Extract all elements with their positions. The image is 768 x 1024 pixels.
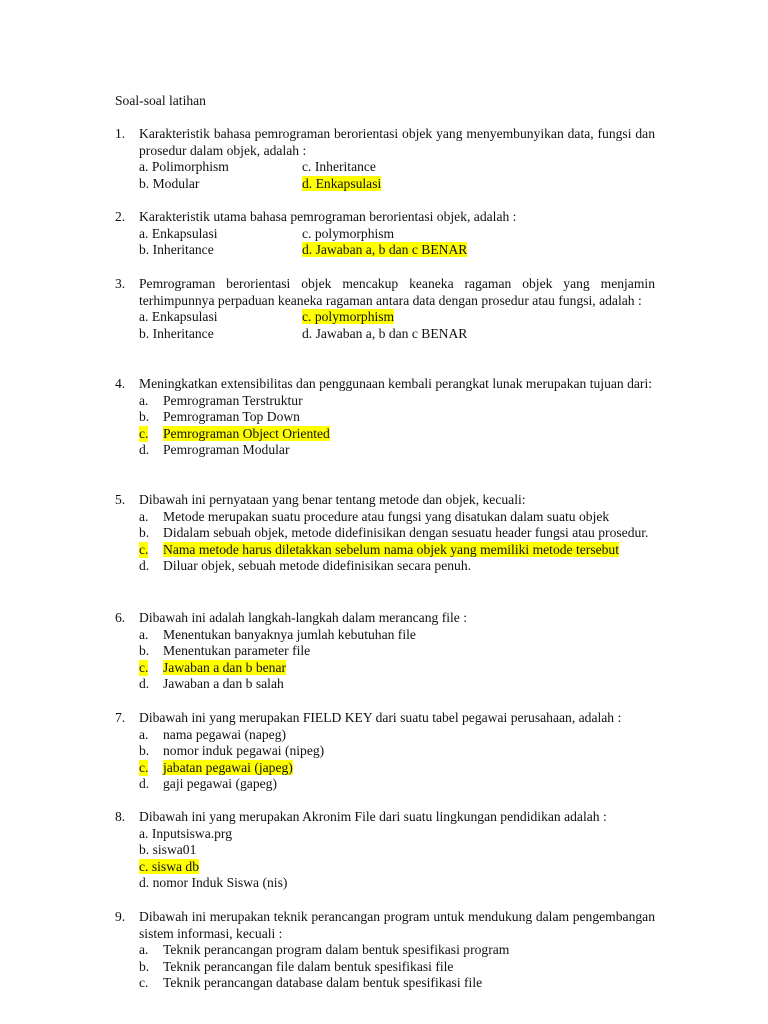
answer-option: Teknik perancangan file dalam bentuk spesifikasi file	[163, 958, 454, 974]
answer-option: b. Modular	[139, 175, 200, 191]
answer-option: Jawaban a dan b salah	[163, 676, 284, 692]
question-8	[115, 809, 655, 892]
answer-option-highlighted: Pemrograman Object Oriented	[163, 425, 330, 441]
question-6	[115, 610, 655, 693]
option-letter: d.	[139, 442, 150, 458]
question-number: 5.	[115, 492, 126, 507]
answer-option: Diluar objek, sebuah metode didefinisikan secara penuh.	[163, 558, 472, 574]
answer-option: c. polymorphism	[302, 225, 395, 241]
option-letter: b.	[139, 643, 150, 659]
answer-option-highlighted: Nama metode harus diletakkan sebelum nama objek yang memiliki metode tersebut	[163, 541, 620, 557]
answer-option: a. Inputsiswa.prg	[139, 825, 233, 841]
answer-options	[115, 393, 655, 459]
answer-option: a. Polimorphism	[139, 159, 229, 175]
answer-options	[115, 509, 655, 575]
answer-option-highlighted: d. Enkapsulasi	[302, 175, 382, 191]
option-letter: a.	[139, 726, 149, 742]
answer-options	[115, 627, 655, 693]
question-number: 9.	[115, 909, 126, 924]
question-number: 2.	[115, 209, 126, 224]
answer-options	[115, 826, 655, 892]
option-letter: a.	[139, 392, 149, 408]
answer-option: Menentukan banyaknya jumlah kebutuhan file	[163, 626, 416, 642]
option-letter: b.	[139, 958, 150, 974]
question-2	[115, 209, 655, 259]
question-number: 6.	[115, 610, 126, 625]
question-7	[115, 710, 655, 793]
option-letter: d.	[139, 776, 150, 792]
answer-option-highlighted: Jawaban a dan b benar	[163, 659, 287, 675]
question-text: Dibawah ini merupakan teknik perancangan program untuk mendukung dalam pengembangan sistem informasi, kecuali :	[139, 909, 655, 941]
answer-options	[115, 727, 655, 793]
answer-option: Menentukan parameter file	[163, 643, 311, 659]
question-number: 8.	[115, 809, 126, 824]
answer-option-highlighted: d. Jawaban a, b dan c BENAR	[302, 242, 468, 258]
option-letter: b.	[139, 743, 150, 759]
option-letter: c.	[139, 425, 149, 441]
answer-option: c. Inheritance	[302, 159, 376, 175]
answer-option: a. Enkapsulasi	[139, 309, 218, 325]
question-text: Meningkatkan extensibilitas dan penggunaan kembali perangkat lunak merupakan tujuan dari:	[139, 376, 653, 391]
question-text: Karakteristik utama bahasa pemrograman berorientasi objek, adalah :	[139, 209, 517, 224]
answer-option: Didalam sebuah objek, metode didefinisikan dengan sesuatu header fungsi atau prosedur.	[163, 525, 649, 541]
answer-option-highlighted: jabatan pegawai (japeg)	[163, 759, 293, 775]
question-number: 1.	[115, 126, 126, 141]
answer-option: Teknik perancangan program dalam bentuk spesifikasi program	[163, 942, 510, 958]
answer-option: a. Enkapsulasi	[139, 225, 218, 241]
question-1	[115, 126, 655, 192]
option-letter: b.	[139, 409, 150, 425]
answer-option: nomor induk pegawai (nipeg)	[163, 743, 325, 759]
answer-option: Pemrograman Top Down	[163, 409, 300, 425]
answer-option: b. siswa01	[139, 842, 197, 858]
answer-options	[115, 159, 655, 192]
answer-option: b. Inheritance	[139, 242, 214, 258]
option-letter: c.	[139, 659, 149, 675]
answer-option: Pemrograman Terstruktur	[163, 392, 303, 408]
option-letter: c.	[139, 975, 149, 991]
answer-option: Teknik perancangan database dalam bentuk spesifikasi file	[163, 975, 483, 991]
answer-option: gaji pegawai (gapeg)	[163, 776, 277, 792]
question-9	[115, 909, 655, 992]
question-5	[115, 492, 655, 575]
option-letter: a.	[139, 508, 149, 524]
option-letter: c.	[139, 541, 149, 557]
question-text: Pemrograman berorientasi objek mencakup keaneka ragaman objek yang menjamin terhimpunnya perpaduan keaneka ragaman antara data dengan prosedur atau fungsi, adalah :	[139, 276, 655, 308]
answer-option-highlighted: c. polymorphism	[302, 309, 395, 325]
question-text: Dibawah ini adalah langkah-langkah dalam merancang file :	[139, 610, 468, 625]
answer-option: Pemrograman Modular	[163, 442, 290, 458]
question-3	[115, 276, 655, 342]
option-letter: a.	[139, 626, 149, 642]
answer-option-highlighted: c. siswa db	[139, 858, 200, 874]
option-letter: c.	[139, 759, 149, 775]
answer-option: Metode merupakan suatu procedure atau fungsi yang disatukan dalam suatu objek	[163, 508, 610, 524]
answer-option: nama pegawai (napeg)	[163, 726, 287, 742]
answer-option: d. Jawaban a, b dan c BENAR	[302, 325, 468, 341]
option-letter: b.	[139, 525, 150, 541]
question-text: Dibawah ini pernyataan yang benar tentang metode dan objek, kecuali:	[139, 492, 526, 507]
answer-options	[115, 942, 655, 992]
answer-options	[115, 226, 655, 259]
option-letter: a.	[139, 942, 149, 958]
question-text: Dibawah ini yang merupakan FIELD KEY dari suatu tabel pegawai perusahaan, adalah :	[139, 710, 622, 725]
question-number: 3.	[115, 276, 126, 291]
option-letter: d.	[139, 558, 150, 574]
question-text: Karakteristik bahasa pemrograman berorientasi objek yang menyembunyikan data, fungsi dan prosedur dalam objek, adalah :	[139, 126, 655, 158]
question-number: 7.	[115, 710, 126, 725]
question-4	[115, 376, 655, 459]
option-letter: d.	[139, 676, 150, 692]
answer-option: d. nomor Induk Siswa (nis)	[139, 875, 288, 891]
page-title: Soal-soal latihan	[115, 93, 206, 108]
question-number: 4.	[115, 376, 126, 391]
answer-options	[115, 309, 655, 342]
answer-option: b. Inheritance	[139, 325, 214, 341]
question-text: Dibawah ini yang merupakan Akronim File dari suatu lingkungan pendidikan adalah :	[139, 809, 607, 824]
